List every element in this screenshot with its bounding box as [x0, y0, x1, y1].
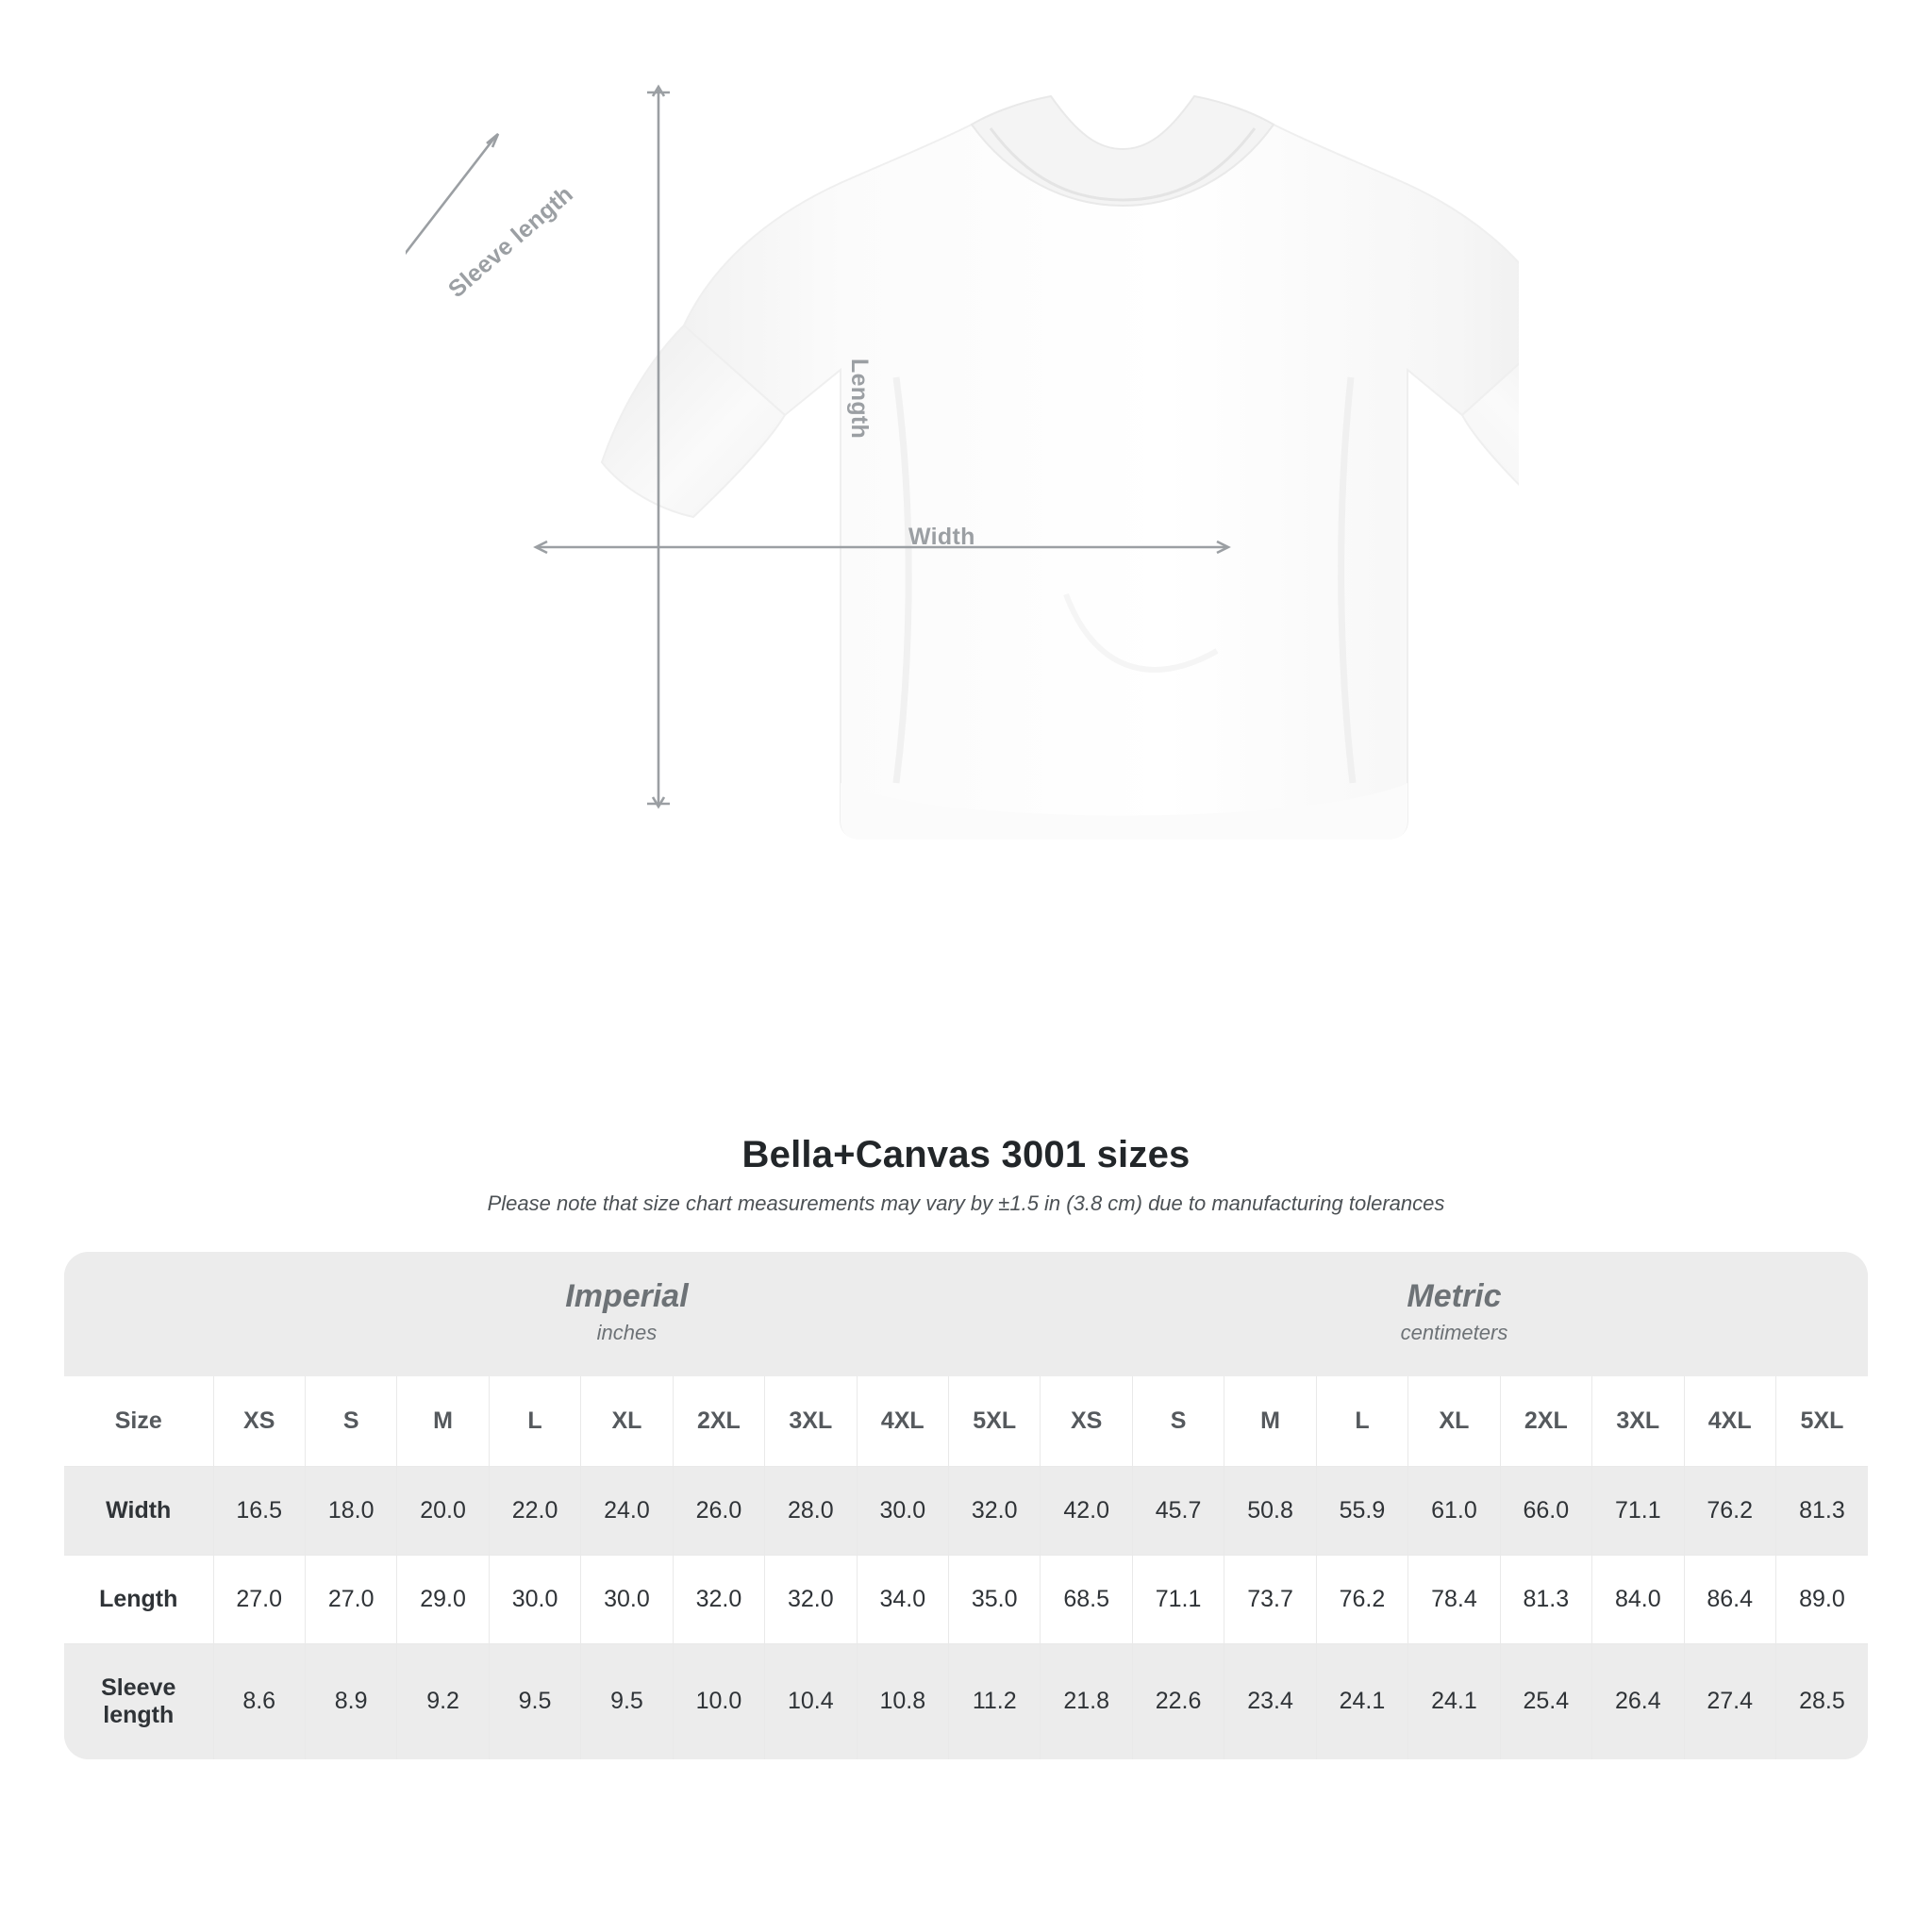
measurement-value: 55.9 [1316, 1466, 1407, 1555]
size-header-cell: 2XL [1500, 1376, 1591, 1467]
size-header-cell: 4XL [1684, 1376, 1775, 1467]
measurement-value: 86.4 [1684, 1555, 1775, 1643]
size-table-container [64, 1252, 1868, 1759]
measurement-value: 29.0 [397, 1555, 489, 1643]
measurement-value: 81.3 [1775, 1466, 1868, 1555]
measurement-value: 8.9 [305, 1643, 396, 1759]
measurement-value: 73.7 [1224, 1555, 1316, 1643]
unit-spacer-cell [64, 1252, 213, 1376]
size-header-label: Size [64, 1376, 213, 1467]
measurement-label: Length [64, 1555, 213, 1643]
measurement-value: 26.0 [673, 1466, 764, 1555]
measurement-value: 66.0 [1500, 1466, 1591, 1555]
measurement-label: Sleeve length [64, 1643, 213, 1759]
sleeve-length-dimension-label: Sleeve length [443, 180, 578, 304]
measurement-value: 28.0 [765, 1466, 857, 1555]
measurement-value: 42.0 [1041, 1466, 1132, 1555]
measurement-value: 8.6 [213, 1643, 305, 1759]
title-block [0, 1134, 1932, 1216]
measurement-value: 23.4 [1224, 1643, 1316, 1759]
size-table-body [64, 1466, 1868, 1759]
size-header-cell: S [1132, 1376, 1224, 1467]
size-header-cell: 3XL [1592, 1376, 1684, 1467]
measurement-value: 78.4 [1408, 1555, 1500, 1643]
unit-group-metric-sub: centimeters [1400, 1320, 1508, 1344]
measurement-value: 35.0 [949, 1555, 1041, 1643]
unit-group-metric-name: Metric [1407, 1278, 1502, 1314]
measurement-value: 10.8 [857, 1643, 948, 1759]
size-header-cell: S [305, 1376, 396, 1467]
tolerance-note: Please note that size chart measurements may vary by ±1.5 in (3.8 cm) due to manufacturing tolerances [487, 1191, 1445, 1215]
measurement-value: 9.5 [581, 1643, 673, 1759]
size-header-cell: M [1224, 1376, 1316, 1467]
table-row [64, 1643, 1868, 1759]
measurement-value: 9.5 [489, 1643, 580, 1759]
measurement-value: 21.8 [1041, 1643, 1132, 1759]
size-header-row [64, 1376, 1868, 1467]
size-header-cell: M [397, 1376, 489, 1467]
measurement-value: 26.4 [1592, 1643, 1684, 1759]
unit-group-imperial [213, 1252, 1041, 1376]
size-header-cell: XS [213, 1376, 305, 1467]
measurement-value: 24.1 [1316, 1643, 1407, 1759]
size-header-cell: XS [1041, 1376, 1132, 1467]
size-header-cell: 4XL [857, 1376, 948, 1467]
measurement-value: 84.0 [1592, 1555, 1684, 1643]
tshirt-icon [406, 66, 1519, 1057]
measurement-value: 20.0 [397, 1466, 489, 1555]
size-table [64, 1252, 1868, 1759]
measurement-value: 18.0 [305, 1466, 396, 1555]
page-title: Bella+Canvas 3001 sizes [741, 1134, 1191, 1175]
measurement-value: 89.0 [1775, 1555, 1868, 1643]
table-row [64, 1466, 1868, 1555]
width-dimension-label: Width [908, 524, 975, 550]
measurement-value: 9.2 [397, 1643, 489, 1759]
measurement-value: 30.0 [857, 1466, 948, 1555]
measurement-value: 28.5 [1775, 1643, 1868, 1759]
size-header-cell: XL [1408, 1376, 1500, 1467]
measurement-value: 22.0 [489, 1466, 580, 1555]
size-header-cell: 5XL [1775, 1376, 1868, 1467]
size-header-cell: 5XL [949, 1376, 1041, 1467]
measurement-value: 71.1 [1592, 1466, 1684, 1555]
length-dimension-label: Length [846, 358, 873, 440]
measurement-value: 30.0 [581, 1555, 673, 1643]
measurement-value: 24.0 [581, 1466, 673, 1555]
size-header-cell: 2XL [673, 1376, 764, 1467]
table-row [64, 1555, 1868, 1643]
measurement-value: 27.0 [305, 1555, 396, 1643]
measurement-value: 76.2 [1684, 1466, 1775, 1555]
measurement-value: 30.0 [489, 1555, 580, 1643]
measurement-label: Width [64, 1466, 213, 1555]
measurement-value: 68.5 [1041, 1555, 1132, 1643]
unit-group-row [64, 1252, 1868, 1376]
measurement-value: 27.0 [213, 1555, 305, 1643]
measurement-value: 24.1 [1408, 1643, 1500, 1759]
size-header-cell: 3XL [765, 1376, 857, 1467]
measurement-value: 71.1 [1132, 1555, 1224, 1643]
measurement-value: 22.6 [1132, 1643, 1224, 1759]
measurement-value: 10.0 [673, 1643, 764, 1759]
measurement-value: 34.0 [857, 1555, 948, 1643]
measurement-value: 76.2 [1316, 1555, 1407, 1643]
measurement-value: 11.2 [949, 1643, 1041, 1759]
measurement-value: 32.0 [673, 1555, 764, 1643]
measurement-value: 16.5 [213, 1466, 305, 1555]
measurement-value: 10.4 [765, 1643, 857, 1759]
measurement-value: 61.0 [1408, 1466, 1500, 1555]
measurement-value: 50.8 [1224, 1466, 1316, 1555]
measurement-value: 45.7 [1132, 1466, 1224, 1555]
size-header-cell: L [1316, 1376, 1407, 1467]
measurement-value: 27.4 [1684, 1643, 1775, 1759]
unit-group-imperial-sub: inches [596, 1320, 658, 1344]
measurement-value: 25.4 [1500, 1643, 1591, 1759]
measurement-value: 32.0 [949, 1466, 1041, 1555]
size-header-cell: XL [581, 1376, 673, 1467]
unit-group-imperial-name: Imperial [565, 1278, 689, 1314]
size-header-cell: L [489, 1376, 580, 1467]
unit-group-metric [1041, 1252, 1868, 1376]
measurement-value: 81.3 [1500, 1555, 1591, 1643]
measurement-value: 32.0 [765, 1555, 857, 1643]
